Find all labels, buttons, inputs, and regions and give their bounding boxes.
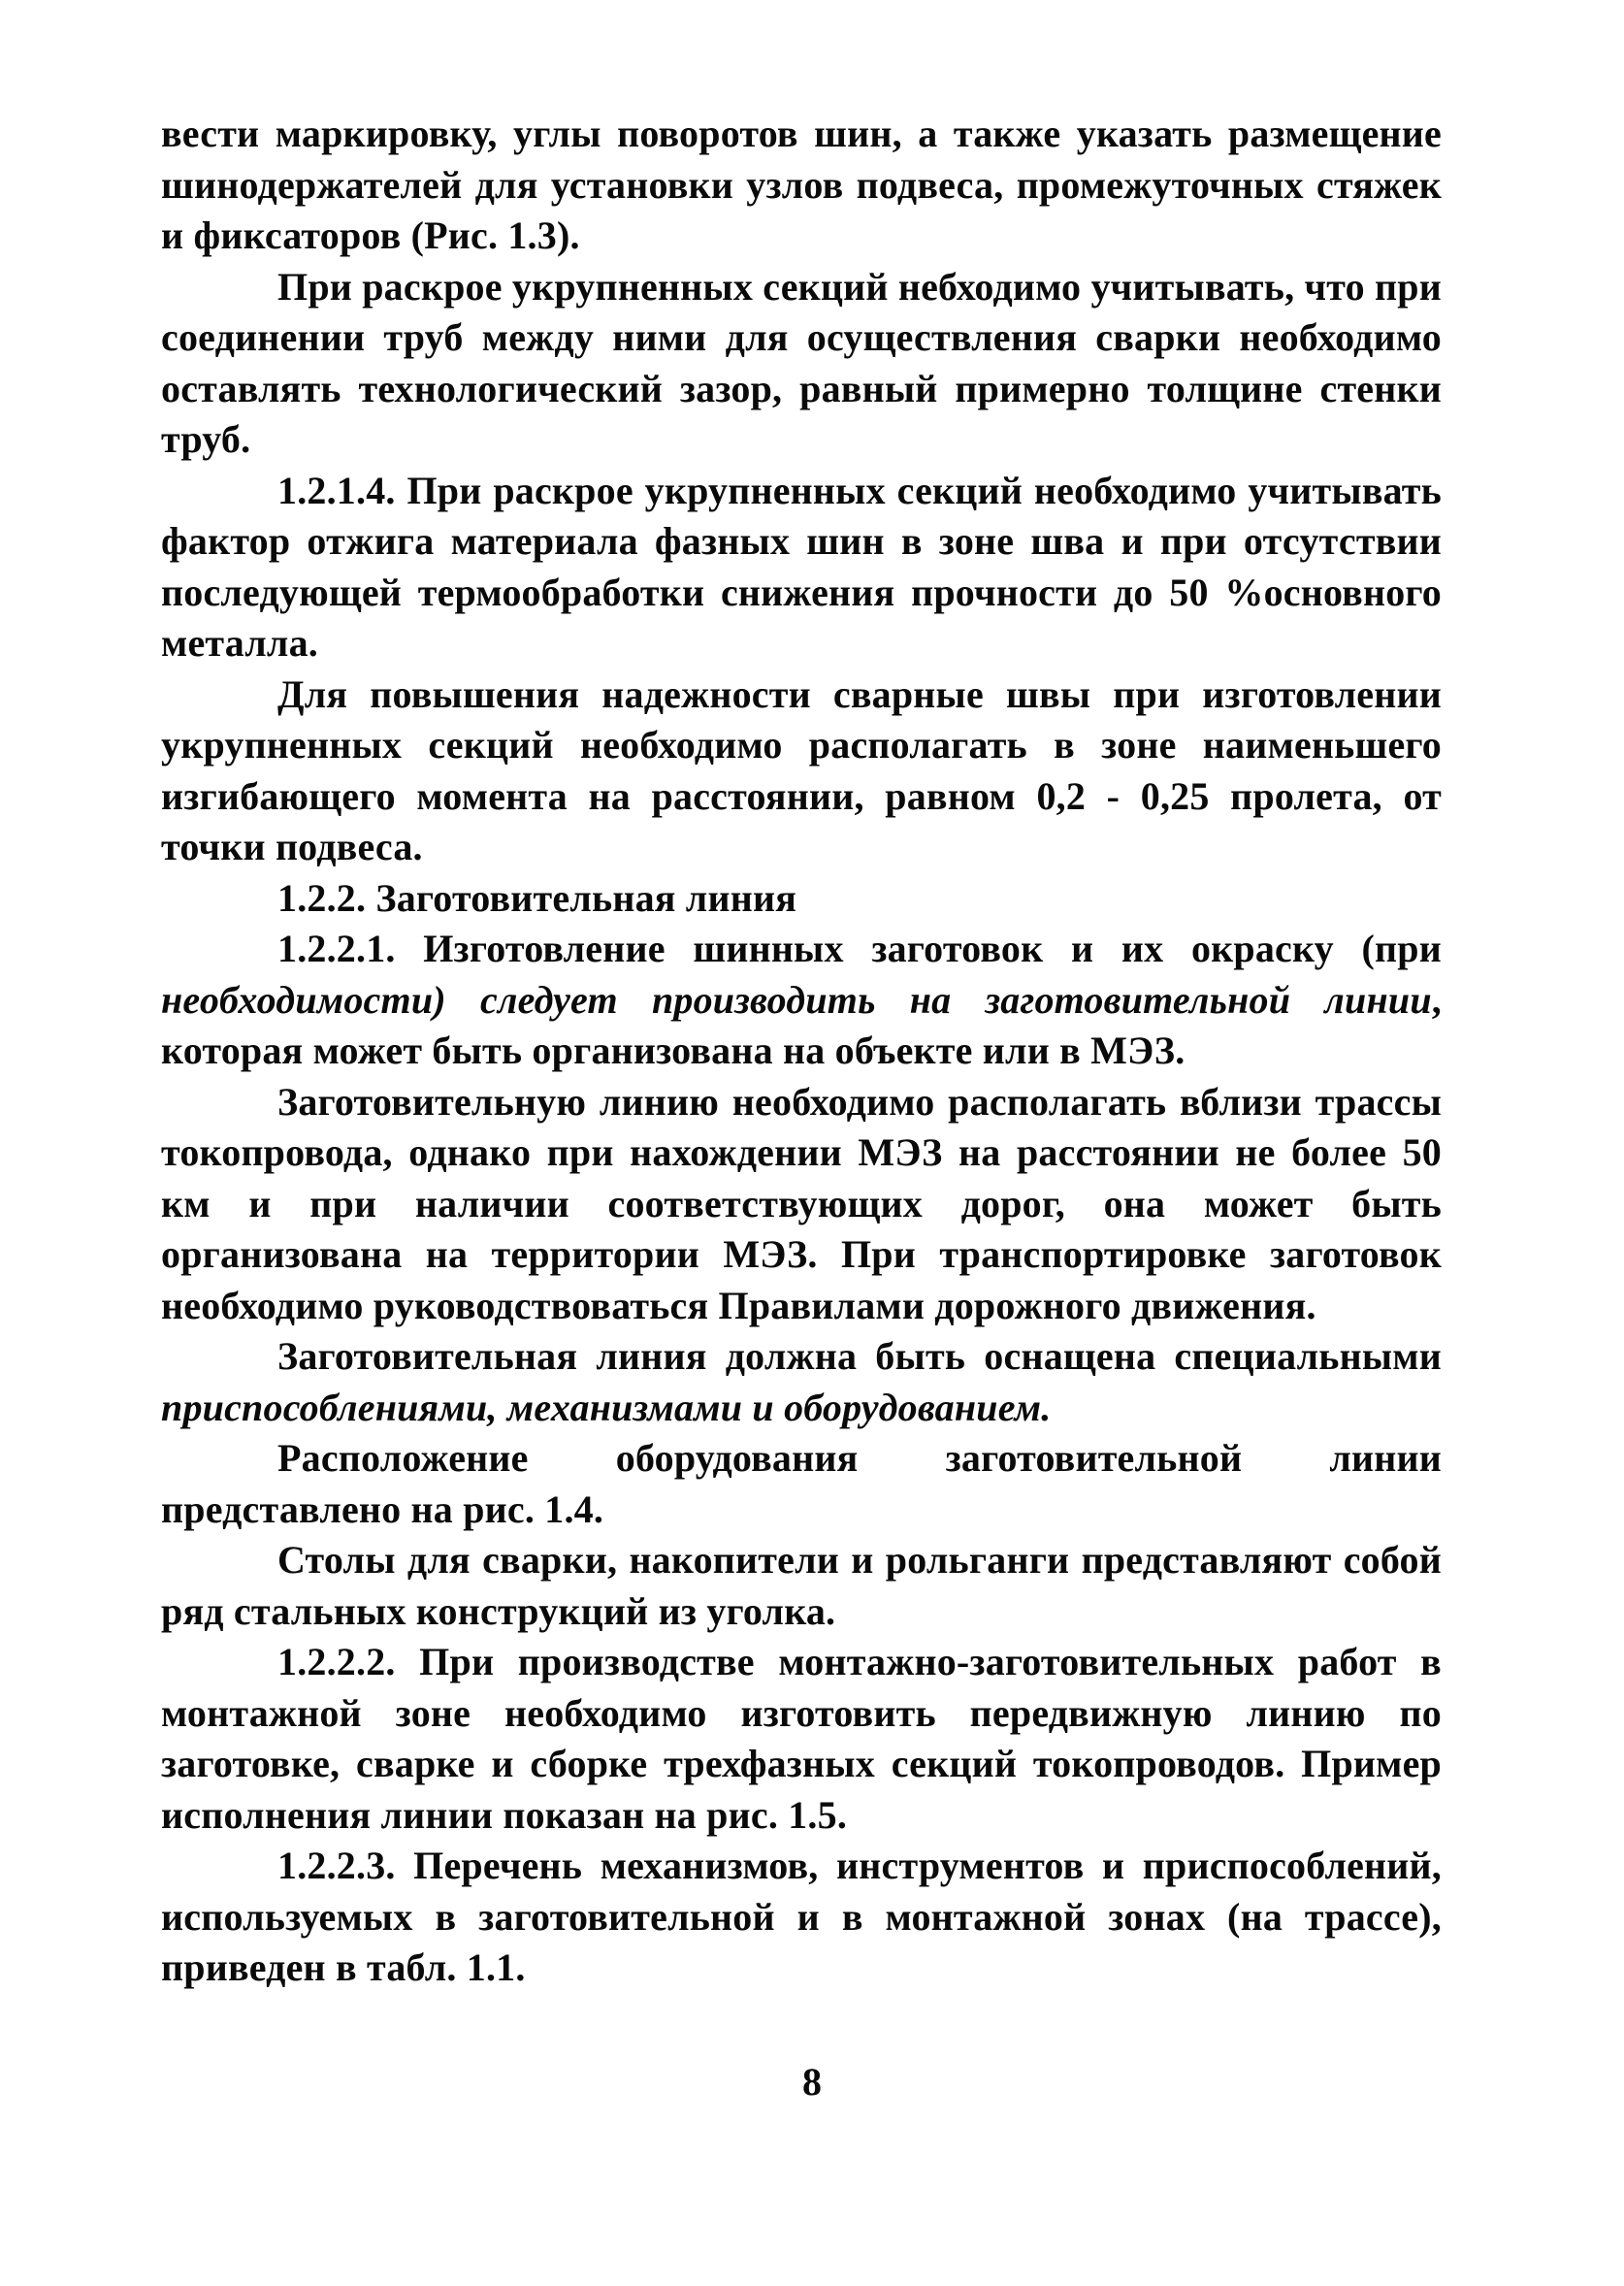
section-heading-1-2-2: 1.2.2. Заготовительная линия (277, 875, 797, 920)
paragraph-1-2-1-4: 1.2.1.4. При раскрое укрупненных секций необходимо учитывать фактор отжига материала фазных шин в зоне шва и при отсутствии последующей термообработки снижения прочности до 50 %основного металла. (161, 468, 1442, 665)
paragraph-1-2-2-1-start: 1.2.2.1. Изготовление шинных заготовок и их окраску (при (277, 927, 1442, 970)
paragraph-1-2-2-1-end: , которая может быть организована на объекте или в МЭЗ. (161, 977, 1442, 1072)
paragraph-1-2-2-2: 1.2.2.2. При производстве монтажно-заготовительных работ в монтажной зоне необходимо изготовить передвижную линию по заготовке, сварке и сборке трехфазных секций токопроводов. Пример исполнения линии показан на рис. 1.5. (161, 1640, 1442, 1837)
paragraph-1-2-2-1-italic: необходимости) следует производить на заготовительной линии (161, 977, 1432, 1022)
page-number: 8 (802, 2060, 822, 2104)
paragraph-welding-tables: Столы для сварки, накопители и рольганги представляют собой ряд стальных конструкций из уголка. (161, 1538, 1442, 1633)
paragraph-line-equipment-start: Заготовительная линия должна быть оснащена специальными (277, 1334, 1442, 1378)
paragraph-line-equipment-italic: приспособлениями, механизмами и оборудованием. (161, 1385, 1052, 1429)
paragraph-line-location: Заготовительную линию необходимо располагать вблизи трассы токопровода, однако при нахождении МЭЗ на расстоянии не более 50 км и при наличии соответствующих дорог, она может быть организована на территории МЭЗ. При транспортировке заготовок необходимо руководствоваться Правилами дорожного движения. (161, 1079, 1442, 1327)
paragraph-1-2-2-3: 1.2.2.3. Перечень механизмов, инструментов и приспособлений, используемых в заготовительной и в монтажной зонах (на трассе), приведен в табл. 1.1. (161, 1844, 1442, 1989)
paragraph-equipment-layout: Расположение оборудования заготовительной линии представлено на рис. 1.4. (161, 1436, 1442, 1531)
body-text (161, 109, 1442, 1994)
paragraph-continuation: вести маркировку, углы поворотов шин, а также указать размещение шинодержателей для установки узлов подвеса, промежуточных стяжек и фиксаторов (Рис. 1.3). (161, 112, 1442, 257)
paragraph-line-equipment (161, 1331, 1442, 1433)
paragraph-1-2-2-1 (161, 924, 1442, 1077)
paragraph-weld-reliability: Для повышения надежности сварные швы при изготовлении укрупненных секций необходимо располагать в зоне наименьшего изгибающего момента на расстоянии, равном 0,2 - 0,25 пролета, от точки подвеса. (161, 671, 1442, 868)
paragraph-welding-gap: При раскрое укрупненных секций небходимо учитывать, что при соединении труб между ними для осуществления сварки необходимо оставлять технологический зазор, равный примерно толщине стенки труб. (161, 264, 1442, 461)
